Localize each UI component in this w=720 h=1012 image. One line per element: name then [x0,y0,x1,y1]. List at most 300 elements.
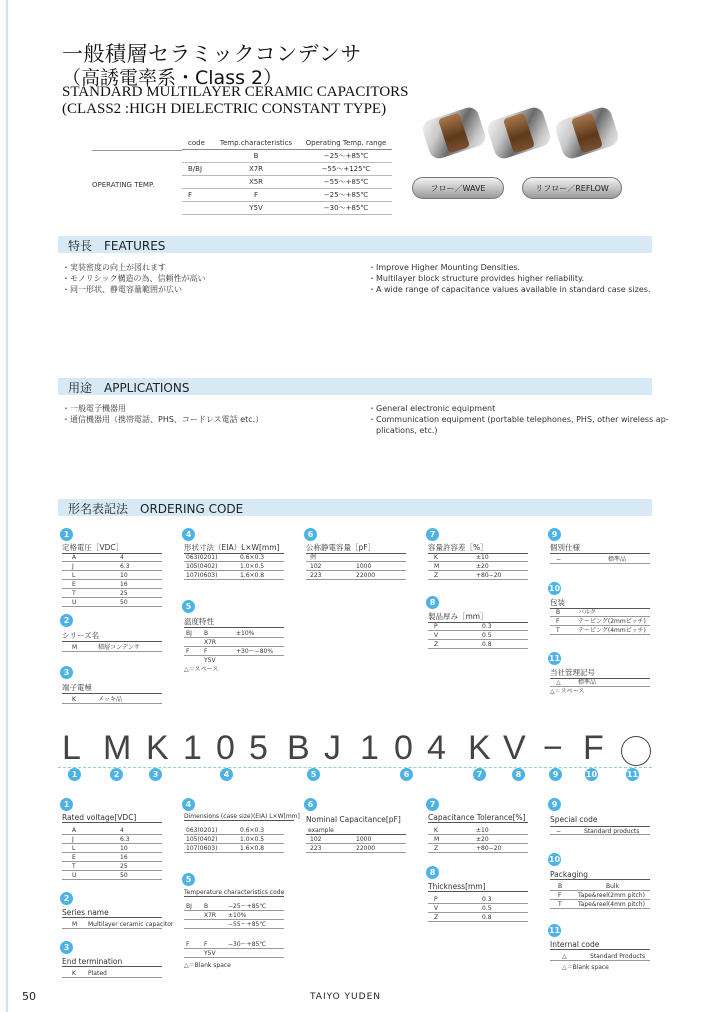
applications-en-list [368,403,669,436]
jp-s1-row [62,580,162,589]
section-number-9: 9 [548,798,561,811]
cell: 1000 [356,563,372,570]
cell: Standard products [584,828,640,835]
op-code: F [188,191,193,199]
code-letter: 1 [360,729,379,767]
en-s6-row [306,844,406,853]
features-jp-list [62,262,205,295]
cell: 標準品 [608,556,627,563]
cell: F [186,941,190,948]
op-range: −55〜+85℃ [323,178,369,186]
cell: 102 [310,563,322,570]
code-letter: 0 [216,729,235,767]
cell: M [72,921,78,928]
feature-item: ・モノリシック構造の為、信頼性が高い [62,274,206,283]
section-number-10: 10 [548,855,561,864]
section-number-8: 8 [426,866,439,879]
cell: T [72,590,76,597]
cell: K [434,554,438,561]
section-number-4: 4 [182,528,195,541]
en-s5-row [184,911,284,920]
code-letter: 0 [394,729,413,767]
cell: V [434,632,439,639]
jp-s1-row [62,562,162,571]
cell: 1.0×0.5 [240,563,265,570]
jp-s5-header: 温度特性 [184,616,284,628]
en-s1-row [62,871,162,880]
en-s10-header: Packaging [550,870,650,880]
cell: B [556,609,561,616]
code-letter: 1 [183,729,202,767]
cell: P [434,896,438,903]
en-s11-header: Internal code [550,940,650,950]
cell: 50 [120,872,128,879]
cell: 1000 [356,836,372,843]
feature-item: ・A wide range of capacitance values available in standard case sizes. [368,285,651,294]
en-s5-row [184,949,284,958]
jp-s4-row [184,571,284,580]
code-letter: − [543,729,563,767]
cell: K [72,696,76,703]
jp-s8-header: 製品厚み［mm］ [428,611,528,623]
cell: 25 [120,590,128,597]
jp-s3-header: 端子電極 [62,682,162,694]
section-number-10: 10 [548,584,561,593]
jp-s4-header: 形状寸法（EIA）L×W[mm] [184,542,284,554]
en-s4-row [184,835,284,844]
code-letter: F [583,729,604,767]
page-number: 50 [22,990,36,1003]
code-letter: 4 [427,729,446,767]
op-temp-header-row [182,137,392,150]
features-en-list [368,262,651,295]
jp-s1-header: 定格電圧［VDC］ [62,542,162,554]
feature-item: ・実装密度の向上が図れます [62,263,166,272]
cell: 0.3 [482,896,492,903]
cell: バルク [578,609,596,616]
jp-s10-row [550,617,650,626]
code-letter: M [103,729,132,767]
cell: 10 [120,572,128,579]
op-col-char: Temp.characteristics [219,139,293,147]
cell: 0.6×0.3 [240,827,265,834]
cell: X7R [204,639,217,646]
cell: △ [562,953,567,960]
en-s6-row [306,826,406,835]
en-s4-header: Dimensions (case size)(EIA) L×W[mm] [184,813,300,820]
cell: ±10 [476,554,489,561]
strip-number: 10 [585,770,598,779]
en-s7-header: Capacitance Tolerance[%] [428,813,528,823]
cell: 例 [310,554,317,561]
en-s8-row [428,895,528,904]
cell: −55〜+85℃ [228,921,267,928]
applications-title: 用途 APPLICATIONS [68,381,190,395]
jp-s2-row [62,643,162,652]
op-temp-row [182,150,392,163]
cell: 0.5 [482,905,492,912]
cell: 0.8 [482,914,492,921]
cell: X7R [204,912,217,919]
cell: ±20 [476,563,489,570]
op-temp-table [182,137,392,215]
application-item: ・Communication equipment (portable telephones, PHS, other wireless ap- [368,415,669,424]
cell: 4 [120,554,124,561]
jp-s9-row [550,555,650,564]
strip-number: 6 [400,768,413,781]
jp-s1-row [62,553,162,562]
section-number-5: 5 [182,873,195,886]
cell: ±10 [476,827,489,834]
application-item: plications, etc.) [368,426,438,435]
en-s7-row [428,835,528,844]
cell: 063(0201) [186,554,218,561]
op-char: Y5V [249,204,263,212]
cell: E [72,581,76,588]
cell: テーピング(4mmピッチ) [578,627,646,634]
cell: 107(0603) [186,845,218,852]
cell: 4 [120,827,124,834]
op-char: X5R [248,178,264,186]
cell: U [72,872,77,879]
left-margin-rule [6,0,8,1012]
cell: Multilayer ceramic capacitor [88,921,174,928]
cell: B [204,630,209,637]
jp-s5-note: △＝スペース [184,666,219,673]
cell: 223 [310,572,322,579]
en-s9-header: Special code [550,815,598,824]
cell: 105(0402) [186,836,218,843]
cell: ±10% [236,630,255,637]
code-letter: V [503,729,526,767]
cell: L [72,572,76,579]
en-s2-row [62,920,174,929]
section-number-7: 7 [426,798,439,811]
section-number-1: 1 [60,528,73,541]
op-temp-row [182,163,392,176]
jp-s11-note: △＝スペース [550,688,585,695]
cell: 25 [120,863,128,870]
en-s3-row [62,969,162,978]
en-s10-row [550,891,650,900]
section-number-8: 8 [426,596,439,609]
cell: Tape&reel(4mm pitch) [578,901,645,908]
page-subtitle-jp: （高誘電率系・Class 2） [62,67,283,89]
section-number-4: 4 [182,798,195,811]
cell: A [72,554,77,561]
cell: Y5V [204,950,216,957]
cell: 0.5 [482,632,492,639]
jp-s5-row [184,629,284,638]
cell: T [558,901,562,908]
jp-s8-row [428,622,528,631]
section-number-3: 3 [60,666,73,679]
code-letter: B [287,729,310,767]
op-col-range: Operating Temp. range [305,139,387,147]
section-number-6: 6 [304,528,317,541]
jp-s8-row [428,640,528,649]
cell: +80−20 [476,572,502,579]
op-temp-row [182,189,392,202]
cell: B [558,883,563,890]
en-s8-row [428,913,528,922]
strip-number: 11 [626,770,639,779]
strip-number: 1 [68,768,81,781]
en-s1-row [62,826,162,835]
cell: M [434,563,440,570]
section-number-2: 2 [60,614,73,627]
en-s11-note: △＝Blank space [562,964,609,971]
jp-s11-header: 当社管理記号 [550,667,650,679]
en-s11-row [550,952,650,961]
op-range: −30〜+85℃ [323,204,369,212]
code-letter: 5 [249,729,268,767]
section-number-5: 5 [182,600,195,613]
cell: +80−20 [476,845,502,852]
en-s1-row [62,844,162,853]
en-s2-header: Series name [62,908,162,918]
cell: 0.3 [482,623,492,630]
capacitor-chip-image [420,105,488,161]
cell: F [186,648,190,655]
cell: ±20 [476,836,489,843]
cell: 102 [310,836,322,843]
page-subtitle-en: (CLASS2 :HIGH DIELECTRIC CONSTANT TYPE) [62,101,387,117]
op-char: B [253,152,259,160]
en-s5-row [184,920,284,929]
cell: L [72,845,76,852]
cell: T [72,863,76,870]
cell: J [72,563,74,570]
application-item: ・General electronic equipment [368,404,496,413]
cell: F [204,648,208,655]
cell: 1.6×0.8 [240,845,265,852]
strip-number: 5 [307,768,320,781]
op-range: −25〜+85℃ [323,191,369,199]
cell: P [434,623,438,630]
cell: 0.8 [482,641,492,648]
section-number-3: 3 [60,941,73,954]
strip-number: 9 [549,768,562,781]
cell: Z [434,641,439,648]
cell: △ [556,679,561,686]
cell: 6.3 [120,836,130,843]
cell: 1.6×0.8 [240,572,265,579]
cell: E [72,854,76,861]
op-char: F [253,191,259,199]
application-item: ・通信機器用（携帯電話、PHS、コードレス電話 etc.） [62,415,264,424]
cell: 22000 [356,845,376,852]
cell: F [556,618,560,625]
en-s5-row [184,940,284,949]
features-title: 特長 FEATURES [68,239,166,253]
cell: K [434,827,438,834]
en-s4-row [184,826,284,835]
en-s6-row [306,835,406,844]
jp-s3-row [62,695,162,704]
cell: Z [434,845,439,852]
jp-s6-row [306,562,406,571]
jp-s1-row [62,589,162,598]
brand-name: TAIYO YUDEN [310,992,381,1002]
cell: T [556,627,560,634]
jp-s1-row [62,598,162,607]
strip-number: 3 [149,768,162,781]
en-s5-note: △＝Blank space [184,962,231,969]
en-s8-row [428,904,528,913]
cell: B [204,903,209,910]
code-letter: K [468,729,491,767]
cell: Z [434,572,439,579]
op-temp-row [182,202,392,215]
cell: 063(0201) [186,827,218,834]
section-number-7: 7 [426,528,439,541]
cell: K [72,970,76,977]
en-s7-row [428,844,528,853]
jp-s7-header: 容量許容差［%］ [428,542,528,554]
jp-s8-row [428,631,528,640]
jp-s5-row [184,647,284,656]
en-s6-header: Nominal Capacitance[pF] [306,815,401,824]
cell: U [72,599,77,606]
cell: 積層コンデンサ [98,644,140,651]
op-temp-label: OPERATING TEMP. [92,181,155,189]
jp-s4-row [184,562,284,571]
cell: −30〜+85℃ [228,941,267,948]
jp-s10-row [550,626,650,635]
cell: BJ [186,630,192,637]
section-number-2: 2 [60,892,73,905]
jp-s5-row [184,638,284,647]
en-s10-row [550,882,650,891]
en-s1-row [62,853,162,862]
jp-s5-row [184,656,284,665]
jp-s4-row [184,553,284,562]
applications-jp-list [62,403,263,425]
op-col-code: code [188,139,205,147]
en-s1-header: Rated voltage[VDC] [62,813,162,823]
code-letter: J [324,729,341,767]
cell: 16 [120,854,128,861]
cell: F [558,892,562,899]
op-char: X7R [248,165,264,173]
section-number-9: 9 [548,528,561,541]
cell: Standard Products [590,953,646,960]
flow-solder-badge: フロー／WAVE [412,177,504,199]
internal-code-circle [621,736,651,766]
en-s9-row [550,826,650,835]
cell: M [72,644,78,651]
cell: 0.6×0.3 [240,554,265,561]
op-code: B/BJ [188,165,203,173]
jp-s10-header: 包装 [550,597,650,609]
page-title-en: STANDARD MULTILAYER CERAMIC CAPACITORS [62,84,409,100]
cell: 標準品 [578,679,597,686]
jp-s2-header: シリーズ名 [62,630,162,642]
capacitor-chip-image [485,105,553,161]
op-temp-leader-line [92,150,182,151]
jp-s6-row [306,571,406,580]
cell: Plated [88,970,107,977]
cell: Bulk [606,883,620,890]
strip-number: 8 [512,768,525,781]
strip-number: 7 [473,768,486,781]
jp-s7-row [428,571,528,580]
en-s8-header: Thickness[mm] [428,882,528,892]
cell: F [204,941,208,948]
cell: M [434,836,440,843]
jp-s10-row [550,608,650,617]
cell: 6.3 [120,563,130,570]
code-letter: L [62,729,81,767]
cell: V [434,905,439,912]
cell: +30〜−80% [236,648,274,655]
op-range: −55〜+125℃ [321,165,371,173]
jp-s1-row [62,571,162,580]
code-letter: K [146,729,169,767]
cell: 50 [120,599,128,606]
cell: 10 [120,845,128,852]
cell: example [308,827,334,834]
cell: 22000 [356,572,376,579]
cell: 107(0603) [186,572,218,579]
cell: 105(0402) [186,563,218,570]
cell: − [556,828,562,835]
section-number-6: 6 [304,798,317,811]
cell: テーピング(2mmピッチ) [578,618,646,625]
en-s5-header: Temperature characteristics code [184,889,285,896]
jp-s7-row [428,553,528,562]
feature-item: ・Improve Higher Mounting Densities. [368,263,521,272]
cell: J [72,836,74,843]
cell: BJ [186,903,192,910]
section-number-11: 11 [548,654,561,663]
jp-s9-header: 個別仕様 [550,542,650,554]
cell: 1.0×0.5 [240,836,265,843]
cell: メッキ品 [98,696,123,703]
cell: −25〜+85℃ [228,903,267,910]
en-s1-row [62,862,162,871]
en-s5-row [184,902,284,911]
jp-s11-row [550,678,650,687]
code-number-strip [58,767,652,779]
section-number-1: 1 [60,798,73,811]
jp-s6-header: 公称静電容量［pF］ [306,542,406,554]
strip-number: 2 [110,768,123,781]
op-range: −25〜+85℃ [323,152,369,160]
jp-s7-row [428,562,528,571]
section-number-11: 11 [548,926,561,935]
capacitor-chip-image [553,105,621,161]
cell: − [556,556,562,563]
cell: Y5V [204,657,216,664]
cell: Tape&reel(2mm pitch) [578,892,645,899]
ordering-title: 形名表記法 ORDERING CODE [68,502,244,516]
en-s4-row [184,844,284,853]
application-item: ・一般電子機器用 [62,404,126,413]
cell: 16 [120,581,128,588]
strip-number: 4 [220,768,233,781]
en-s3-header: End termination [62,957,162,967]
op-temp-row [182,176,392,189]
reflow-solder-badge: リフロー／REFLOW [522,177,622,199]
jp-s6-row [306,553,406,562]
cell: 223 [310,845,322,852]
cell: A [72,827,77,834]
feature-item: ・Multilayer block structure provides higher reliability. [368,274,585,283]
en-s1-row [62,835,162,844]
feature-item: ・同一形状、静電容量範囲が広い [62,285,182,294]
